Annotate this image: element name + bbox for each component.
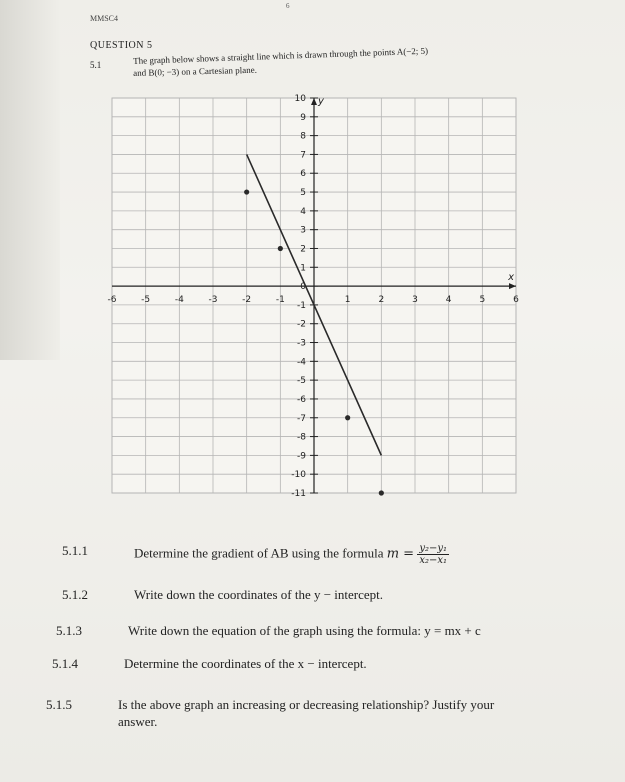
y-tick-label: -1: [297, 300, 306, 311]
y-tick-label: -6: [297, 394, 306, 405]
x-tick-label: 5: [479, 295, 486, 306]
plotted-point: [278, 246, 283, 251]
y-tick-label: -10: [291, 470, 306, 481]
x-tick-label: 1: [344, 295, 351, 306]
y-tick-label: -7: [297, 413, 306, 424]
y-axis-label: y: [318, 96, 324, 107]
plotted-point: [244, 189, 249, 194]
y-tick-label: 9: [300, 112, 306, 123]
y-tick-label: 10: [294, 94, 306, 104]
y-tick-label: 6: [300, 169, 306, 180]
y-tick-label: -2: [297, 319, 306, 330]
subquestion-text: Write down the equation of the graph using the formula: y = mx + c: [128, 623, 481, 638]
question-number: 5.1: [90, 60, 102, 70]
x-tick-label: 2: [378, 295, 385, 306]
y-tick-label: 1: [300, 263, 306, 274]
y-tick-label: 5: [300, 188, 306, 199]
x-tick-label: 6: [513, 295, 519, 306]
cartesian-graph: [104, 88, 524, 508]
x-tick-label: -3: [208, 295, 218, 306]
subquestion-text: Write down the coordinates of the y − intercept.: [134, 587, 384, 602]
x-tick-label: -2: [242, 295, 252, 306]
x-axis-label: x: [508, 272, 514, 284]
gradient-fraction: [417, 543, 449, 566]
x-tick-label: -1: [275, 295, 285, 306]
fraction-numerator: y₂−y₁: [419, 543, 448, 554]
y-tick-label: -4: [297, 357, 306, 368]
x-tick-label: 4: [445, 295, 452, 306]
x-tick-label: -5: [141, 295, 151, 306]
question-title: QUESTION 5: [90, 40, 153, 51]
question-intro-line1: The graph below shows a straight line which is drawn through the points A(−2; 5): [133, 45, 429, 66]
y-tick-label: 0: [300, 282, 306, 293]
subquestion-text: Is the above graph an increasing or decreasing relationship? Justify your: [118, 697, 495, 712]
subquestion-number: 5.1.5: [46, 697, 72, 712]
subquestion-text: [134, 543, 449, 566]
y-tick-label: -8: [297, 432, 306, 443]
y-tick-label: -11: [291, 489, 306, 499]
subquestion-text-body: Determine the gradient of AB using the formula: [134, 545, 387, 561]
page-edge-shadow: [0, 0, 60, 360]
x-tick-label: -6: [107, 295, 117, 306]
subquestion-number: 5.1.1: [62, 543, 88, 558]
fraction-denominator: x₂−x₁: [419, 555, 448, 566]
y-tick-label: -3: [297, 338, 306, 349]
paper-code: MMSC4: [90, 14, 119, 23]
plotted-point: [345, 415, 350, 420]
y-tick-label: 4: [300, 206, 306, 217]
subquestion-text-line2: answer.: [118, 714, 158, 729]
y-tick-label: 7: [300, 150, 306, 161]
plotted-point: [379, 490, 384, 495]
question-intro-line2: and B(0; −3) on a Cartesian plane.: [133, 64, 258, 78]
page-number: 6: [286, 2, 290, 10]
x-tick-label: 3: [412, 295, 418, 306]
subquestion-number: 5.1.3: [56, 623, 82, 638]
y-tick-label: -9: [297, 451, 306, 462]
y-tick-label: -5: [297, 376, 306, 387]
subquestion-number: 5.1.2: [62, 587, 88, 602]
y-tick-label: 3: [300, 225, 306, 236]
y-tick-label: 2: [300, 244, 306, 255]
subquestion-number: 5.1.4: [52, 656, 78, 671]
formula-lhs: m =: [386, 546, 415, 562]
subquestion-text: Determine the coordinates of the x − intercept.: [124, 656, 367, 671]
graph-svg: [104, 88, 524, 508]
y-tick-label: 8: [300, 131, 306, 142]
x-tick-label: -4: [174, 295, 184, 306]
